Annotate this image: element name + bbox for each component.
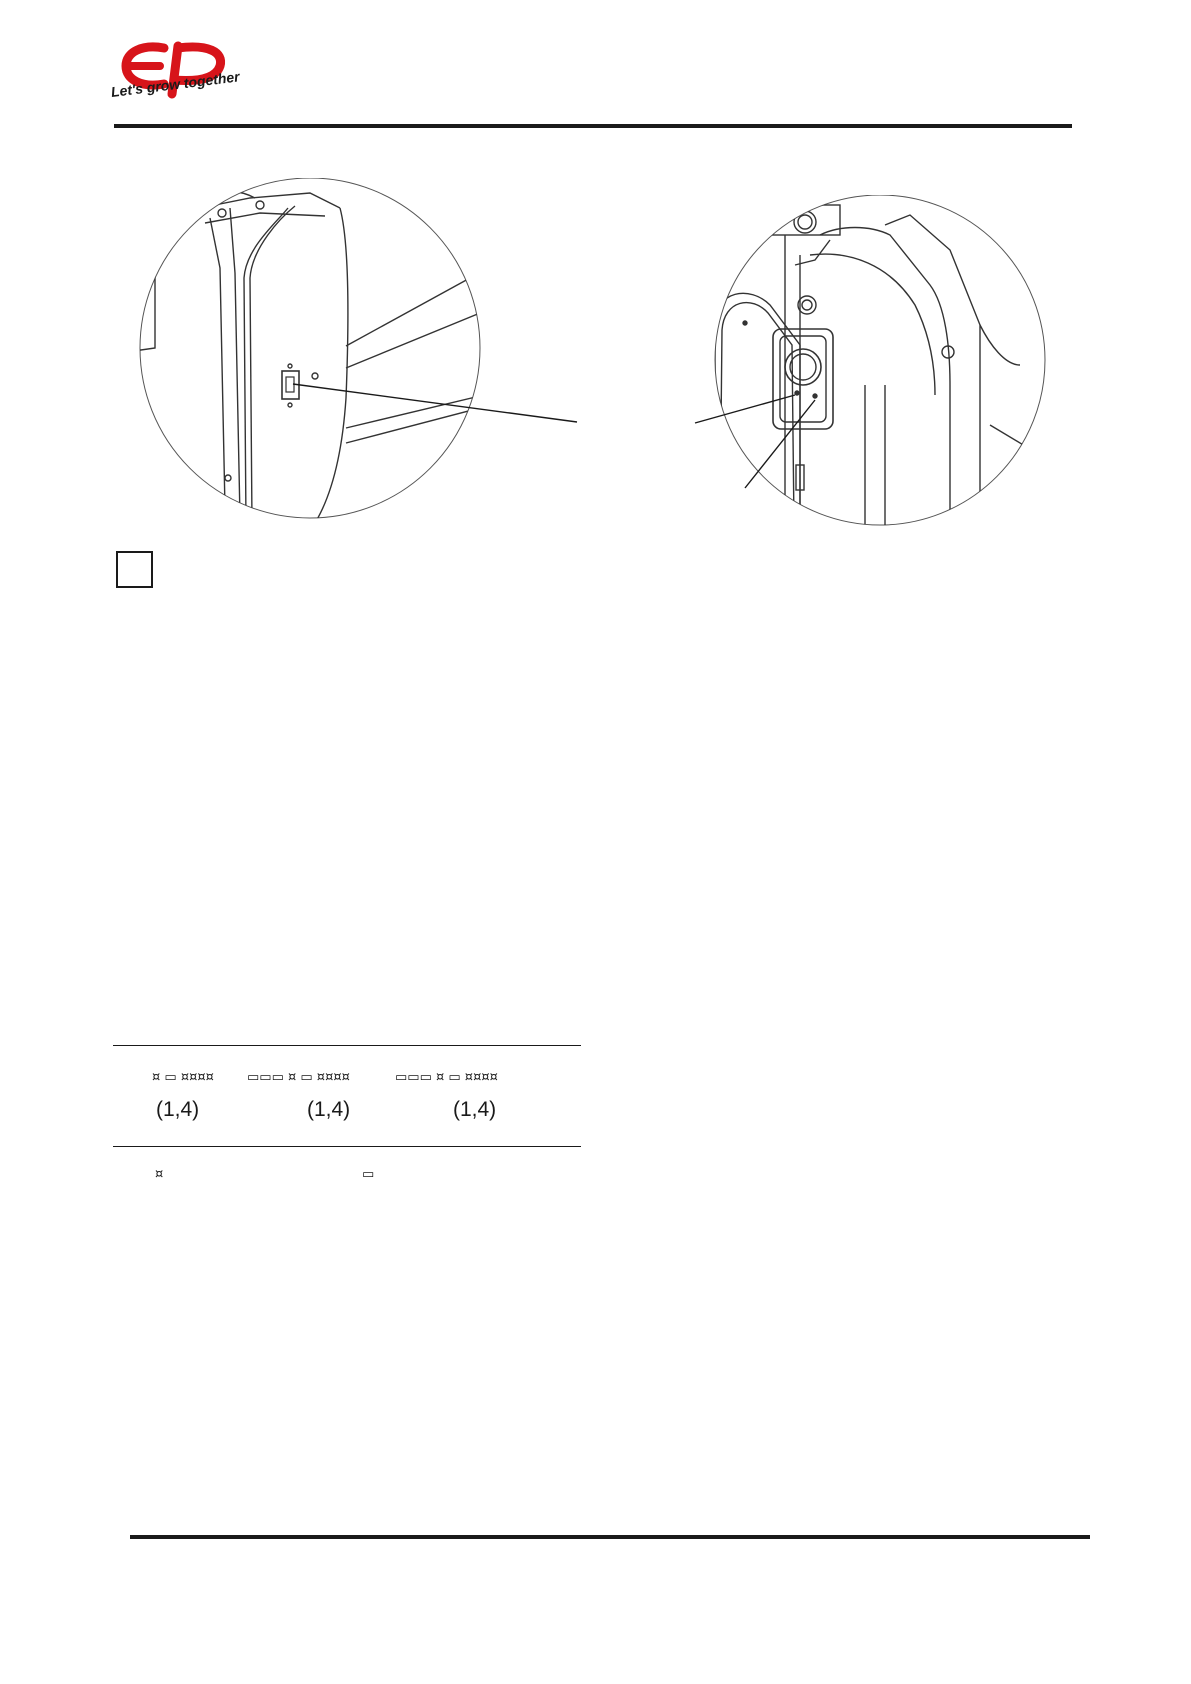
note-glyph: ¤	[155, 1167, 164, 1182]
charging-socket-icon	[110, 178, 590, 538]
table-value-cell: (1,4)	[307, 1098, 351, 1121]
logo-tagline: Let's grow together	[110, 68, 241, 100]
charging-socket-figure	[110, 178, 590, 538]
table-header-cell: ¤ ▭ ¤¤¤¤	[152, 1070, 214, 1085]
emergency-stop-icon	[660, 195, 1060, 585]
emergency-stop-figure	[660, 195, 1060, 585]
table-header-cell: ▭▭▭ ¤ ▭ ¤¤¤¤	[247, 1070, 350, 1085]
table-top-rule	[113, 1045, 581, 1046]
note-glyph: ▭	[362, 1167, 375, 1182]
header-rule	[114, 124, 1072, 128]
step-number-box	[116, 551, 153, 588]
table-bottom-rule	[113, 1146, 581, 1147]
table-header-row	[152, 1070, 542, 1090]
table-value-cell: (1,4)	[156, 1098, 200, 1121]
table-value-cell: (1,4)	[453, 1098, 497, 1121]
table-header-cell: ▭▭▭ ¤ ▭ ¤¤¤¤	[395, 1070, 498, 1085]
company-logo	[110, 40, 241, 130]
footer-rule	[130, 1535, 1090, 1539]
